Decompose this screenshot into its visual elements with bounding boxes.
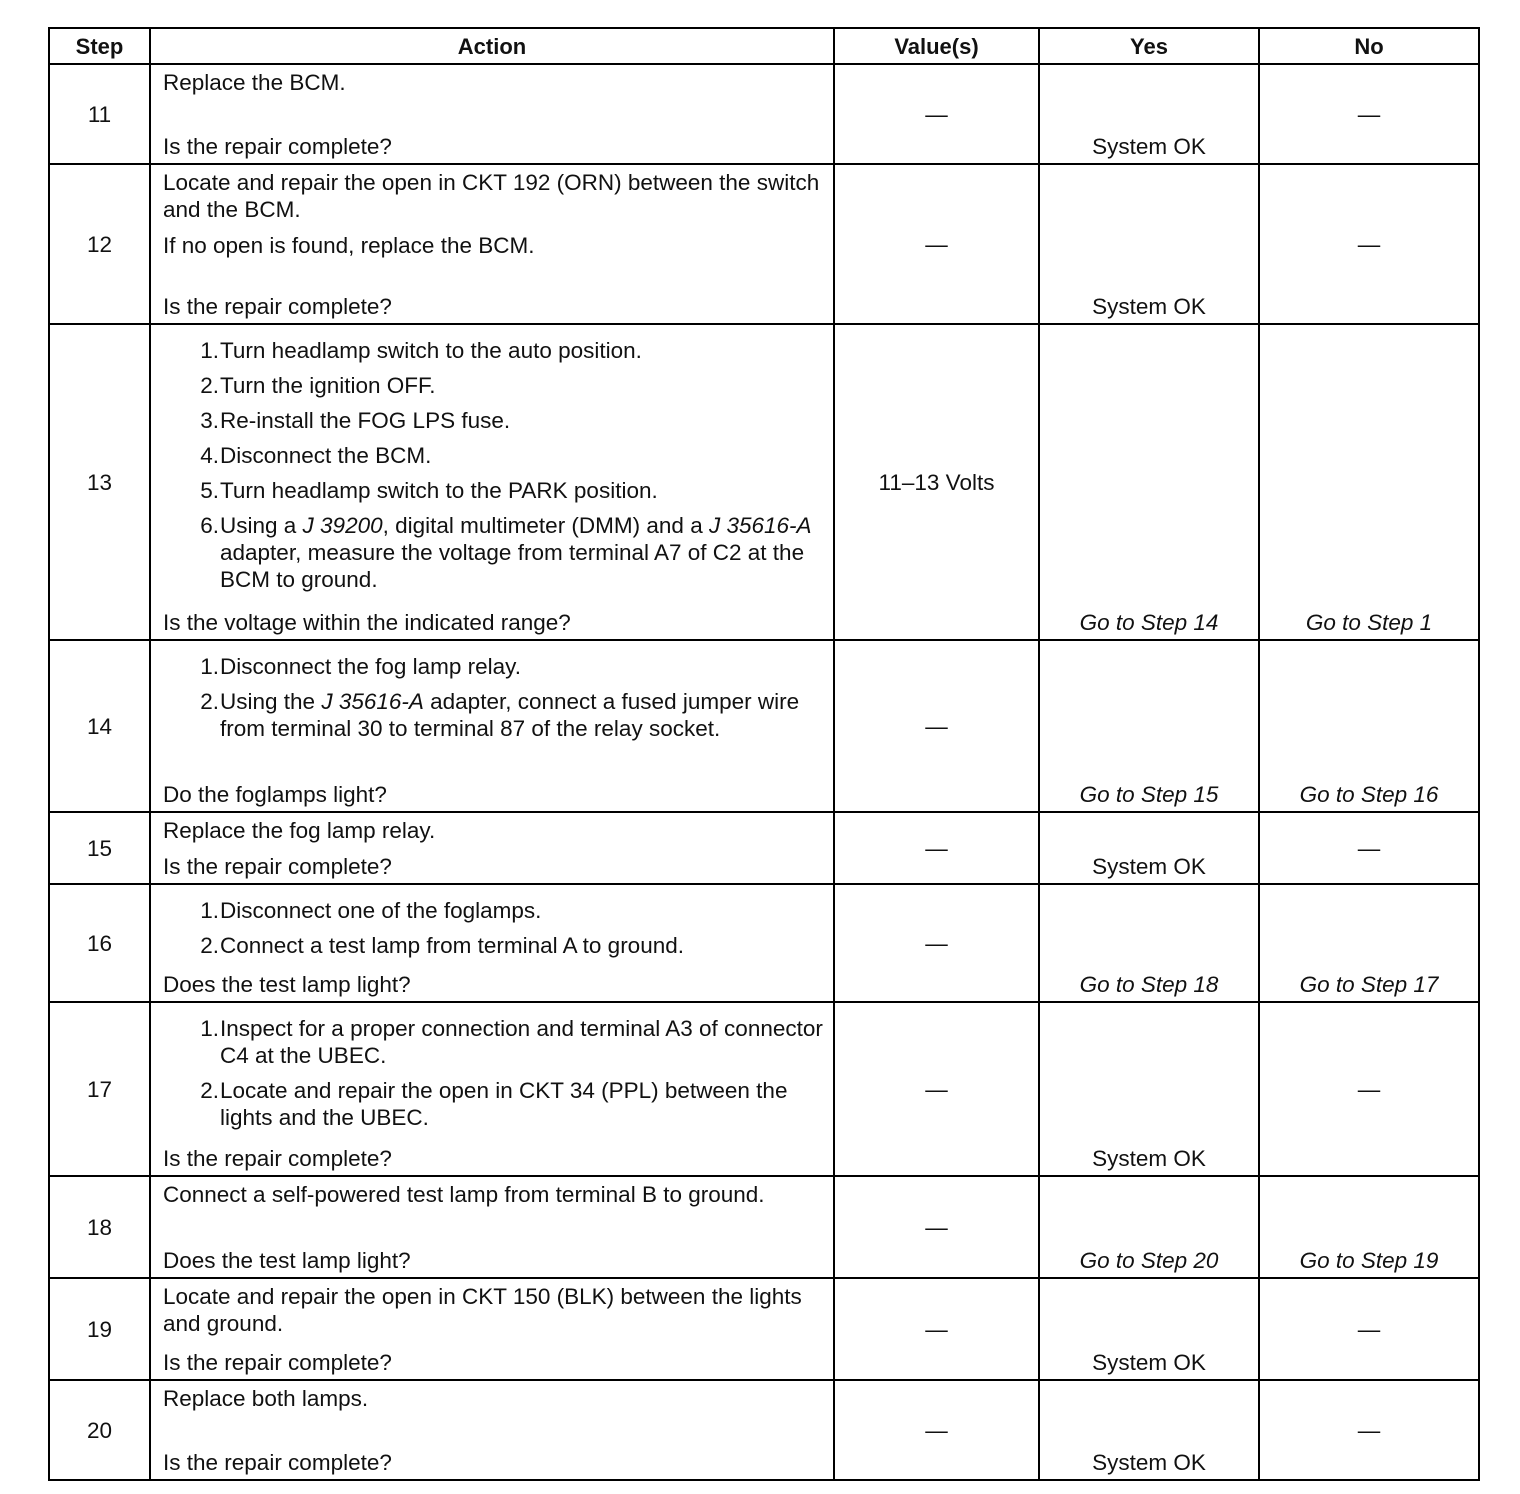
action-instructions: [163, 329, 825, 597]
procedure-list-item: [163, 372, 825, 399]
step-number: 20: [49, 1380, 150, 1480]
action-text: Locate and repair the open in CKT 192 (ORN) between the switch and the BCM.: [163, 170, 820, 222]
tool-name: J 39200: [302, 513, 383, 538]
action-question: Is the repair complete?: [163, 134, 392, 159]
list-item-text-part: Using a: [220, 513, 303, 538]
action-question: Is the repair complete?: [163, 294, 392, 319]
action-question: Does the test lamp light?: [163, 1248, 411, 1273]
action-cell: [150, 884, 834, 1002]
step-number: 19: [49, 1278, 150, 1380]
procedure-list: [163, 897, 825, 959]
go-to-step-text: Go to Step 16: [1299, 782, 1439, 807]
value-cell: [834, 884, 1039, 1002]
action-cell: [150, 1380, 834, 1480]
not-applicable-dash: —: [925, 930, 948, 956]
list-item-text: [220, 512, 825, 593]
action-instructions: [163, 1007, 825, 1135]
action-question: Is the voltage within the indicated range?: [163, 610, 571, 635]
value-cell: [834, 640, 1039, 812]
go-to-step-text: Go to Step 15: [1079, 782, 1219, 807]
action-instructions: [163, 1385, 825, 1412]
value-cell: [834, 1176, 1039, 1278]
action-text: Replace the BCM.: [163, 70, 346, 95]
not-applicable-dash: —: [1357, 1417, 1381, 1443]
list-item-number: 1.: [200, 654, 219, 679]
table-row: [49, 812, 1479, 884]
action-question: Is the repair complete?: [163, 1146, 392, 1171]
yes-result-cell: [1039, 884, 1259, 1002]
go-to-step-text: Go to Step 20: [1079, 1248, 1219, 1273]
procedure-list-item: [163, 897, 825, 924]
step-number: 13: [49, 324, 150, 640]
list-item-text: Inspect for a proper connection and terminal A3 of connector C4 at the UBEC.: [220, 1016, 823, 1068]
no-result-cell: [1259, 1380, 1479, 1480]
list-item-number: 5.: [200, 478, 219, 503]
not-applicable-dash: —: [925, 1214, 948, 1240]
list-item-text-part: , digital multimeter (DMM) and a: [382, 513, 709, 538]
list-item-text: Disconnect the fog lamp relay.: [220, 654, 521, 679]
value-cell: [834, 164, 1039, 324]
action-cell: [150, 324, 834, 640]
list-item-text: Disconnect one of the foglamps.: [220, 898, 542, 923]
action-cell: [150, 1176, 834, 1278]
header-row: [49, 28, 1479, 64]
procedure-list-item: [163, 1077, 825, 1131]
not-applicable-dash: —: [925, 1076, 948, 1102]
step-number: 18: [49, 1176, 150, 1278]
go-to-step-text: Go to Step 14: [1079, 610, 1219, 635]
action-instructions: [163, 1283, 825, 1337]
yes-result-cell: [1039, 164, 1259, 324]
table-row: [49, 1380, 1479, 1480]
procedure-list: [163, 653, 825, 742]
list-item-text: Turn headlamp switch to the auto position.: [220, 338, 642, 363]
action-text: Replace both lamps.: [163, 1386, 369, 1411]
yes-result-cell: [1039, 324, 1259, 640]
result-text: System OK: [1092, 1450, 1206, 1475]
yes-result-cell: [1039, 1176, 1259, 1278]
list-item-text-part: adapter, connect a fused jumper wire from terminal 30 to terminal 87 of the relay socket.: [220, 689, 800, 741]
action-instructions: [163, 817, 825, 844]
tool-name: J 35616-A: [321, 689, 424, 714]
header-values: Value(s): [834, 28, 1039, 64]
list-item-text: [220, 688, 825, 742]
procedure-list: [163, 337, 825, 593]
action-cell: [150, 1002, 834, 1176]
not-applicable-dash: —: [1357, 1316, 1381, 1342]
no-result-cell: [1259, 1002, 1479, 1176]
not-applicable-dash: —: [925, 1316, 948, 1342]
procedure-list-item: [163, 337, 825, 364]
step-number: 14: [49, 640, 150, 812]
procedure-list: [163, 1015, 825, 1131]
no-result-cell: [1259, 1278, 1479, 1380]
result-text: System OK: [1092, 294, 1206, 319]
action-instructions: [163, 169, 825, 259]
no-result-cell: [1259, 1176, 1479, 1278]
table-row: [49, 1002, 1479, 1176]
action-text: Locate and repair the open in CKT 150 (BLK) between the lights and ground.: [163, 1284, 802, 1336]
result-text: System OK: [1092, 134, 1206, 159]
action-text: Replace the fog lamp relay.: [163, 818, 436, 843]
action-instructions: [163, 889, 825, 963]
list-item-text: Disconnect the BCM.: [220, 443, 432, 468]
result-text: System OK: [1092, 1350, 1206, 1375]
procedure-list-item: [163, 688, 825, 742]
list-item-text: Re-install the FOG LPS fuse.: [220, 408, 511, 433]
value-cell: [834, 1380, 1039, 1480]
table-row: [49, 64, 1479, 164]
value-cell: [834, 1002, 1039, 1176]
go-to-step-text: Go to Step 17: [1299, 972, 1439, 997]
no-result-cell: [1259, 324, 1479, 640]
table-row: [49, 164, 1479, 324]
action-question: Does the test lamp light?: [163, 972, 411, 997]
procedure-list-item: [163, 442, 825, 469]
not-applicable-dash: —: [925, 1417, 948, 1443]
no-result-cell: [1259, 640, 1479, 812]
action-cell: [150, 812, 834, 884]
yes-result-cell: [1039, 1278, 1259, 1380]
procedure-list-item: [163, 512, 825, 593]
diagnostic-table-container: [48, 27, 1480, 1481]
not-applicable-dash: —: [1357, 835, 1381, 861]
action-cell: [150, 64, 834, 164]
procedure-list-item: [163, 407, 825, 434]
step-number: 12: [49, 164, 150, 324]
action-cell: [150, 640, 834, 812]
list-item-number: 6.: [200, 513, 219, 538]
table-row: [49, 1176, 1479, 1278]
yes-result-cell: [1039, 64, 1259, 164]
procedure-list-item: [163, 932, 825, 959]
step-number: 15: [49, 812, 150, 884]
go-to-step-text: Go to Step 1: [1305, 610, 1433, 635]
list-item-text: Turn headlamp switch to the PARK position.: [220, 478, 658, 503]
action-instructions: [163, 645, 825, 746]
no-result-cell: [1259, 164, 1479, 324]
table-row: [49, 884, 1479, 1002]
not-applicable-dash: —: [925, 713, 948, 739]
list-item-text-part: adapter, measure the voltage from terminal A7 of C2 at the BCM to ground.: [220, 540, 805, 592]
tool-name: J 35616-A: [708, 513, 812, 538]
action-question: Is the repair complete?: [163, 854, 392, 879]
yes-result-cell: [1039, 640, 1259, 812]
list-item-number: 4.: [200, 443, 219, 468]
header-yes: Yes: [1039, 28, 1259, 64]
list-item-number: 1.: [200, 338, 219, 363]
step-number: 16: [49, 884, 150, 1002]
result-text: System OK: [1092, 854, 1206, 879]
table-row: [49, 324, 1479, 640]
list-item-text: Connect a test lamp from terminal A to ground.: [220, 933, 684, 958]
list-item-number: 1.: [200, 898, 219, 923]
list-item-number: 1.: [200, 1016, 219, 1041]
value-cell: [834, 64, 1039, 164]
action-instructions: [163, 69, 825, 96]
header-no: No: [1259, 28, 1479, 64]
action-instructions: [163, 1181, 825, 1208]
table-body: [49, 64, 1479, 1480]
list-item-text-part: Using the: [220, 689, 322, 714]
diagnostic-table: [48, 27, 1480, 1481]
action-question: Is the repair complete?: [163, 1450, 392, 1475]
go-to-step-text: Go to Step 19: [1299, 1248, 1439, 1273]
not-applicable-dash: —: [1357, 231, 1381, 257]
action-question: Is the repair complete?: [163, 1350, 392, 1375]
yes-result-cell: [1039, 812, 1259, 884]
value-cell: [834, 812, 1039, 884]
header-action: Action: [150, 28, 834, 64]
go-to-step-text: Go to Step 18: [1079, 972, 1219, 997]
result-text: System OK: [1092, 1146, 1206, 1171]
list-item-number: 2.: [200, 1078, 219, 1103]
action-cell: [150, 164, 834, 324]
not-applicable-dash: —: [1357, 1076, 1381, 1102]
step-number: 11: [49, 64, 150, 164]
not-applicable-dash: —: [925, 231, 948, 257]
not-applicable-dash: —: [1357, 101, 1381, 127]
header-step: Step: [49, 28, 150, 64]
list-item-number: 3.: [200, 408, 219, 433]
not-applicable-dash: —: [925, 101, 948, 127]
yes-result-cell: [1039, 1002, 1259, 1176]
table-row: [49, 1278, 1479, 1380]
list-item-text: Locate and repair the open in CKT 34 (PPL) between the lights and the UBEC.: [220, 1078, 788, 1130]
list-item-text: Turn the ignition OFF.: [220, 373, 436, 398]
list-item-number: 2.: [200, 933, 219, 958]
action-text: Connect a self-powered test lamp from terminal B to ground.: [163, 1182, 765, 1207]
not-applicable-dash: —: [925, 835, 948, 861]
no-result-cell: [1259, 812, 1479, 884]
procedure-list-item: [163, 1015, 825, 1069]
action-cell: [150, 1278, 834, 1380]
procedure-list-item: [163, 477, 825, 504]
procedure-list-item: [163, 653, 825, 680]
step-number: 17: [49, 1002, 150, 1176]
yes-result-cell: [1039, 1380, 1259, 1480]
table-row: [49, 640, 1479, 812]
no-result-cell: [1259, 64, 1479, 164]
value-cell: [834, 1278, 1039, 1380]
value-text: 11–13 Volts: [878, 469, 995, 495]
action-text: If no open is found, replace the BCM.: [163, 233, 535, 258]
list-item-number: 2.: [200, 689, 219, 714]
no-result-cell: [1259, 884, 1479, 1002]
list-item-number: 2.: [200, 373, 219, 398]
value-cell: [834, 324, 1039, 640]
action-question: Do the foglamps light?: [163, 782, 387, 807]
